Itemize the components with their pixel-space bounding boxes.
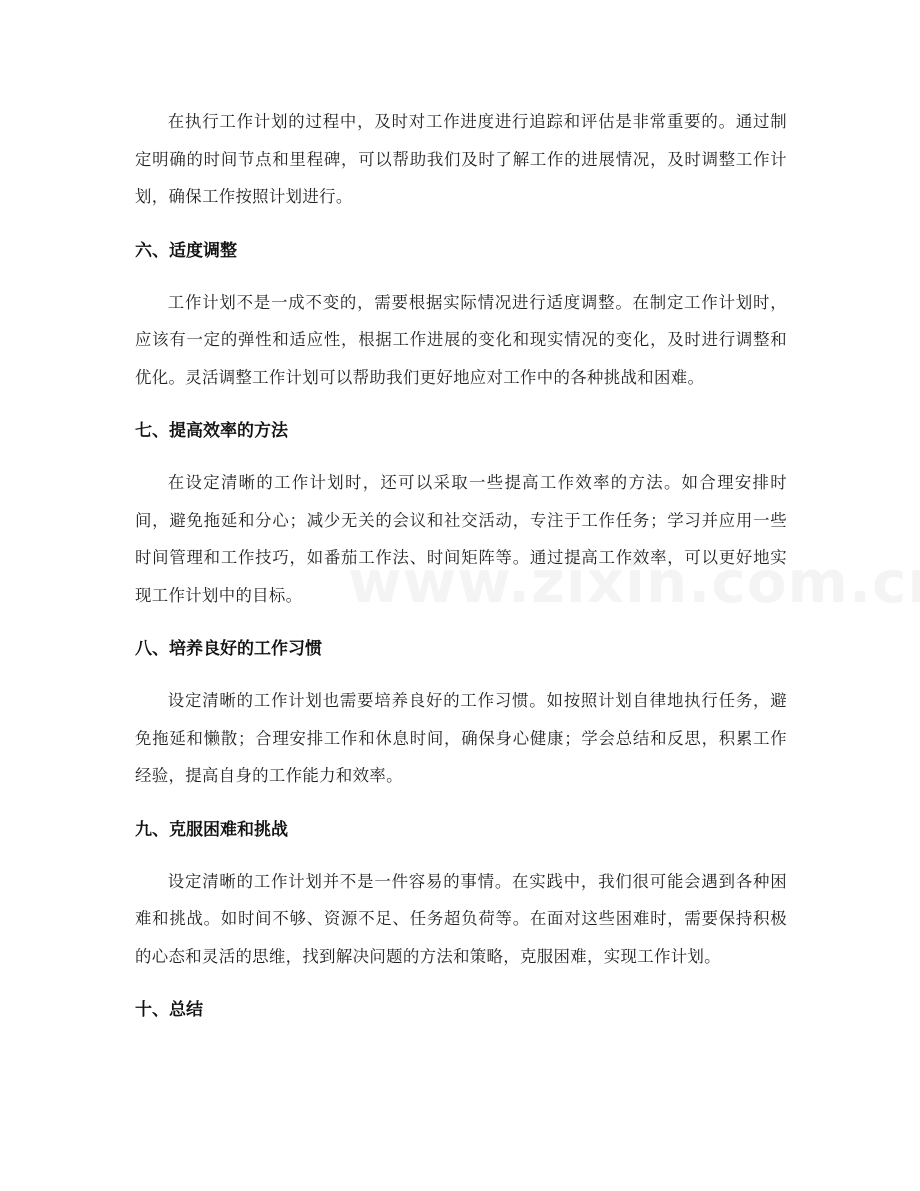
paragraph-efficiency: 在设定清晰的工作计划时，还可以采取一些提高工作效率的方法。如合理安排时间，避免拖延和分心；减少无关的会议和社交活动，专注于工作任务；学习并应用一些时间管理和工作技巧，如番茄工作法、时间矩阵等。通过提高工作效率，可以更好地实现工作计划中的目标。	[135, 473, 787, 605]
paragraph-challenges: 设定清晰的工作计划并不是一件容易的事情。在实践中，我们很可能会遇到各种困难和挑战。如时间不够、资源不足、任务超负荷等。在面对这些困难时，需要保持积极的心态和灵活的思维，找到解决问题的方法和策略，克服困难，实现工作计划。	[135, 871, 787, 966]
paragraph-progress-tracking: 在执行工作计划的过程中，及时对工作进度进行追踪和评估是非常重要的。通过制定明确的时间节点和里程碑，可以帮助我们及时了解工作的进展情况，及时调整工作计划，确保工作按照计划进行。	[135, 112, 787, 206]
section-heading-8: 八、培养良好的工作习惯	[135, 639, 322, 659]
section-heading-10: 十、总结	[135, 1000, 203, 1020]
section-heading-7: 七、提高效率的方法	[135, 421, 288, 441]
document-body	[135, 103, 787, 1024]
paragraph-adjustment: 工作计划不是一成不变的，需要根据实际情况进行适度调整。在制定工作计划时，应该有一定的弹性和适应性，根据工作进展的变化和现实情况的变化，及时进行调整和优化。灵活调整工作计划可以帮助我们更好地应对工作中的各种挑战和困难。	[135, 292, 787, 387]
paragraph-habits: 设定清晰的工作计划也需要培养良好的工作习惯。如按照计划自律地执行任务，避免拖延和懒散；合理安排工作和休息时间，确保身心健康；学会总结和反思，积累工作经验，提高自身的工作能力和效率。	[135, 691, 787, 785]
section-heading-6: 六、适度调整	[135, 240, 237, 261]
section-heading-9: 九、克服困难和挑战	[135, 819, 288, 840]
